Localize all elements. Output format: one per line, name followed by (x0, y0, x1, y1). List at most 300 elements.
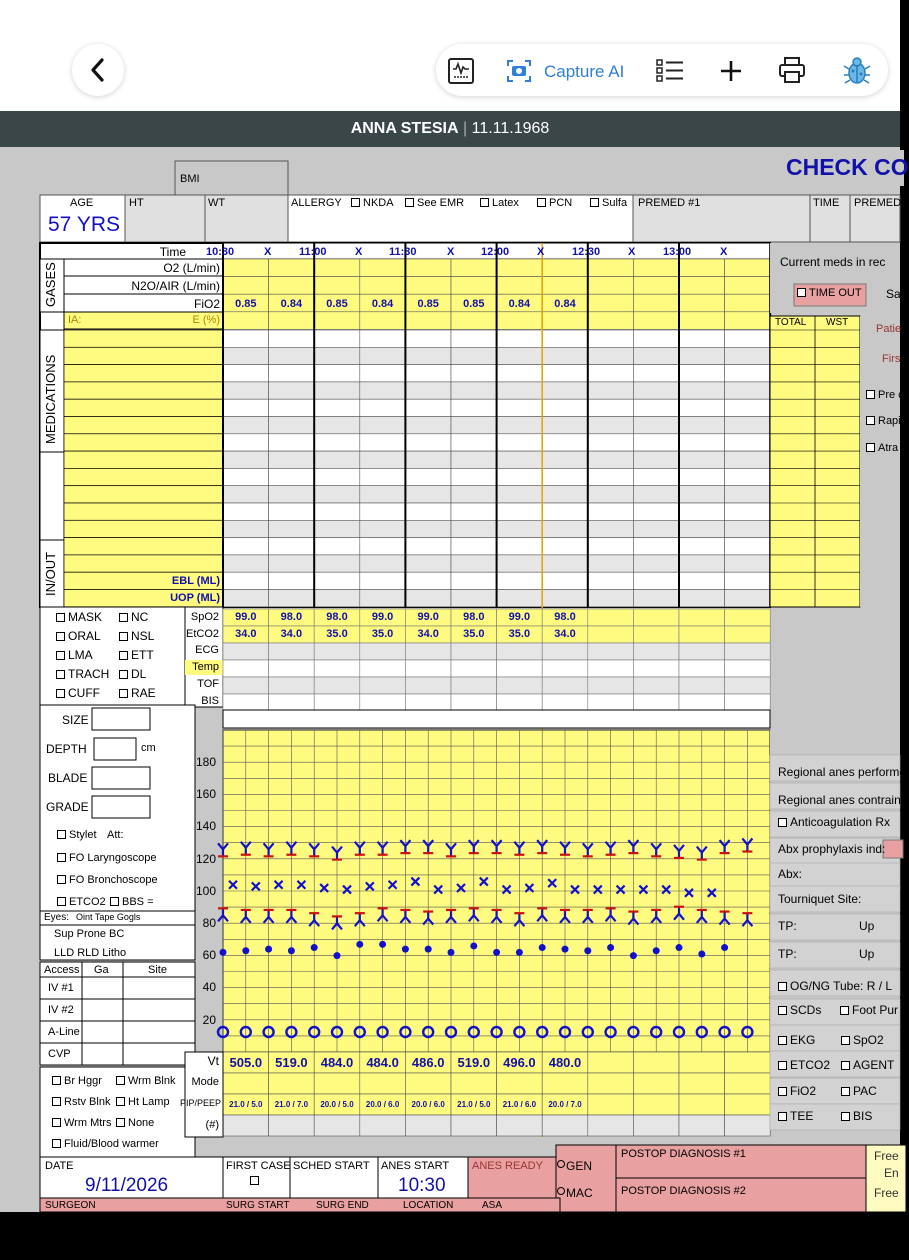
printer-icon[interactable] (778, 56, 806, 84)
y-tick-label (196, 853, 216, 865)
med-cell (223, 538, 269, 555)
airway-opt[interactable] (119, 649, 154, 661)
allergy-opt[interactable] (405, 198, 464, 209)
checkbox[interactable] (351, 198, 360, 207)
med-cell (360, 365, 406, 382)
pac-opt[interactable] (841, 1085, 877, 1097)
heart-rate-dot (539, 944, 546, 951)
time-mark (537, 247, 544, 258)
med-cell (360, 538, 406, 555)
right-ekg[interactable] (778, 1034, 815, 1046)
monitor-cell (314, 694, 360, 711)
atra-opt[interactable] (866, 443, 898, 454)
med-cell (633, 590, 679, 607)
gas-cell (223, 259, 269, 277)
checkbox[interactable] (866, 390, 875, 399)
access-row-label (48, 983, 74, 994)
fio2-value-text: 0.85 (417, 298, 439, 310)
checkbox[interactable] (778, 1061, 787, 1070)
anes-start-label (381, 1161, 449, 1172)
monitor-cell (497, 660, 543, 677)
vt-value (503, 1056, 536, 1069)
med-cell (451, 347, 497, 364)
right-ogng[interactable] (778, 980, 892, 992)
med-cell (588, 417, 634, 434)
allergy-opt[interactable] (351, 198, 394, 209)
checkbox[interactable] (778, 982, 787, 991)
fo-bronch-opt-text: FO Bronchoscope (69, 874, 158, 886)
med-cell (633, 347, 679, 364)
allergy-opt[interactable] (480, 198, 519, 209)
monitor-cell (451, 694, 497, 711)
med-cell (223, 503, 269, 520)
date-value-text: 9/11/2026 (85, 1175, 169, 1196)
checkbox[interactable] (57, 875, 66, 884)
cm-label-text: cm (141, 742, 156, 754)
allergy-opt[interactable] (537, 198, 572, 209)
airway-opt-text: ORAL (68, 629, 101, 643)
med-cell (497, 590, 543, 607)
monitor-cell (223, 694, 269, 711)
vent-cell (360, 1073, 406, 1094)
right-ogng-text: OG/NG Tube: R / L (790, 979, 893, 993)
checkbox[interactable] (110, 897, 119, 906)
monitor-cell (269, 660, 315, 677)
checkbox[interactable] (537, 198, 546, 207)
heart-rate-dot (607, 944, 614, 951)
med-cell (542, 330, 588, 347)
med-cell (542, 486, 588, 503)
camera-icon[interactable] (506, 58, 532, 84)
monitor-cell (451, 643, 497, 660)
right-abx_proph-text: Abx prophylaxis ind: (778, 842, 886, 856)
medications-section-label-text: MEDICATIONS (43, 354, 58, 444)
gas-cell (633, 294, 679, 312)
checkbox[interactable] (841, 1087, 850, 1096)
checkbox[interactable] (778, 1087, 787, 1096)
vent-cell (633, 1052, 679, 1073)
uop-label (170, 593, 220, 604)
grade-label (46, 801, 89, 813)
med-cell (451, 486, 497, 503)
med-cell (269, 382, 315, 399)
airway-opt[interactable] (56, 611, 102, 623)
vt-value-text: 486.0 (411, 1055, 445, 1070)
patient-banner: ANNA STESIA | 11.11.1968 (0, 111, 900, 147)
depth-field (94, 738, 136, 760)
uop-label-text: UOP (ML) (170, 592, 220, 604)
stylet-opt[interactable] (57, 830, 97, 841)
spo2-value-text: 99.0 (235, 611, 257, 623)
checkbox[interactable] (56, 632, 65, 641)
monitor-cell (360, 643, 406, 660)
spo2-opt[interactable] (841, 1034, 884, 1046)
checkbox[interactable] (56, 670, 65, 679)
bis-opt[interactable] (841, 1110, 872, 1122)
back-button[interactable] (72, 44, 124, 96)
checkbox[interactable] (116, 1097, 125, 1106)
plus-icon[interactable] (718, 58, 744, 84)
monitor-cell (497, 643, 543, 660)
checkbox[interactable] (57, 897, 66, 906)
checkbox[interactable] (56, 613, 65, 622)
pip-value (320, 1101, 353, 1109)
gas-cell (314, 277, 360, 295)
gas-cell (633, 277, 679, 295)
monitor-cell (497, 694, 543, 711)
vent-cell (542, 1115, 588, 1136)
y-tick-label-text: 160 (195, 787, 216, 802)
premed1-label (638, 198, 700, 209)
vent-cell (633, 1115, 679, 1136)
med-row (64, 330, 223, 347)
right-etco2[interactable] (778, 1059, 830, 1071)
gas-row-label-text: FiO2 (193, 297, 220, 311)
monitor-cell (679, 660, 725, 677)
right-tee[interactable] (778, 1110, 813, 1122)
pip-value-text: 20.0 / 5.0 (320, 1100, 354, 1109)
right-anticoag[interactable] (778, 816, 890, 828)
med-cell (451, 503, 497, 520)
monitor-cell (679, 643, 725, 660)
capture-ai-button[interactable]: Capture AI (544, 62, 625, 81)
vent-cell (451, 1115, 497, 1136)
gen-opt[interactable] (566, 1160, 592, 1172)
etco2-label (186, 629, 219, 640)
med-cell (497, 417, 543, 434)
grade-field (92, 796, 150, 818)
med-cell (405, 399, 451, 416)
mode-label-text: Mode (191, 1076, 219, 1088)
spo2-value-text: 98.0 (326, 611, 348, 623)
med-cell (542, 434, 588, 451)
med-cell (314, 520, 360, 537)
time-mark-text: X (447, 246, 455, 258)
toolbar-actions (436, 44, 888, 96)
monitor-cell (405, 643, 451, 660)
med-cell (405, 520, 451, 537)
med-cell (405, 330, 451, 347)
y-tick-label (203, 949, 216, 961)
gas-cell (725, 294, 771, 312)
airway-opt[interactable] (56, 649, 93, 661)
checkbox[interactable] (56, 651, 65, 660)
med-cell (679, 417, 725, 434)
spo2-value (326, 612, 347, 623)
checkbox[interactable] (116, 1076, 125, 1085)
monitor-cell (451, 677, 497, 694)
pre-opt[interactable] (866, 390, 904, 401)
checkbox[interactable] (116, 1118, 125, 1127)
med-cell (679, 330, 725, 347)
warm-opt[interactable] (116, 1097, 170, 1108)
checkbox[interactable] (56, 689, 65, 698)
up-label-text: Up (859, 947, 875, 961)
allergy-opt-text: Sulfa (602, 197, 628, 209)
pip-value-text: 21.0 / 7.0 (274, 1100, 309, 1109)
med-cell (633, 417, 679, 434)
gas-cell (497, 277, 543, 295)
med-cell (269, 555, 315, 572)
airway-opt-text: CUFF (68, 686, 100, 700)
monitor-cell (633, 626, 679, 643)
checkbox[interactable] (52, 1097, 61, 1106)
med-cell (314, 555, 360, 572)
wst-label-text: WST (826, 317, 849, 328)
heart-rate-dot (356, 941, 363, 948)
postop1-label-text: POSTOP DIAGNOSIS #1 (621, 1148, 746, 1160)
med-cell (497, 486, 543, 503)
med-cell (360, 399, 406, 416)
med-cell (679, 503, 725, 520)
checkbox[interactable] (57, 830, 66, 839)
first-case-checkbox[interactable] (250, 1176, 262, 1187)
med-cell (360, 503, 406, 520)
warm-opt[interactable] (52, 1139, 159, 1150)
checkbox[interactable] (778, 818, 787, 827)
monitor-cell (223, 643, 269, 660)
warm-opt[interactable] (52, 1097, 110, 1108)
y-tick-label (196, 885, 216, 897)
list-icon[interactable] (656, 58, 684, 84)
location-label (403, 1201, 453, 1211)
checkbox[interactable] (250, 1176, 259, 1185)
checkbox[interactable] (840, 1006, 849, 1015)
airway-opt-text: ETT (131, 648, 154, 662)
monitor-cell (360, 677, 406, 694)
ht-label (129, 198, 144, 209)
med-cell (542, 468, 588, 485)
airway-opt[interactable] (119, 668, 146, 680)
warm-opt-text: Wrm Blnk (128, 1075, 176, 1087)
med-cell (588, 572, 634, 589)
heart-rate-dot (676, 944, 683, 951)
checkbox[interactable] (119, 632, 128, 641)
warm-opt[interactable] (52, 1118, 111, 1129)
size-label-text: SIZE (62, 713, 89, 727)
vent-cell (497, 1073, 543, 1094)
surg-end-label (316, 1201, 369, 1211)
spo2-value (463, 612, 484, 623)
spo2-value-text: 98.0 (280, 611, 303, 623)
surg-start-label-text: SURG START (226, 1200, 290, 1211)
checkbox[interactable] (480, 198, 489, 207)
airway-opt[interactable] (56, 668, 109, 680)
checkbox[interactable] (778, 1036, 787, 1045)
free-label (874, 1150, 899, 1162)
airway-opt[interactable] (56, 687, 100, 699)
vt-value (549, 1056, 582, 1069)
checkbox[interactable] (841, 1112, 850, 1121)
bmi-label (180, 174, 200, 185)
med-cell (269, 590, 315, 607)
eyes-label (44, 913, 69, 923)
med-cell (725, 538, 771, 555)
med-cell (451, 590, 497, 607)
med-cell (269, 572, 315, 589)
checkbox[interactable] (52, 1139, 61, 1148)
med-cell (725, 468, 771, 485)
gas-cell (679, 259, 725, 277)
heart-rate-dot (242, 947, 249, 954)
patient-name: ANNA STESIA (350, 120, 459, 137)
med-cell (223, 347, 269, 364)
med-cell (314, 503, 360, 520)
warm-opt[interactable] (116, 1076, 175, 1087)
med-cell (405, 468, 451, 485)
spo2-value-text: 99.0 (508, 611, 531, 623)
heart-rate-dot (470, 942, 477, 949)
eyes-opts-text: Oint Tape Gogls (76, 912, 141, 922)
med-cell (497, 520, 543, 537)
time-out-label[interactable] (797, 288, 862, 299)
etco2-value-text: 34.0 (235, 628, 257, 640)
vt-value (412, 1056, 445, 1069)
etco2-value-text: 34.0 (280, 628, 303, 640)
warm-opt[interactable] (116, 1118, 154, 1129)
monitor-icon[interactable] (448, 58, 474, 84)
monitor-cell (314, 677, 360, 694)
fo-laryng-opt[interactable] (57, 853, 156, 864)
checkbox[interactable] (57, 853, 66, 862)
airway-opt[interactable] (56, 630, 101, 642)
y-tick-label-text: 180 (195, 755, 216, 769)
med-cell (588, 486, 634, 503)
foot-pump-opt[interactable] (840, 1004, 898, 1016)
gas-cell (405, 312, 451, 330)
time-mark (481, 247, 509, 258)
monitor-cell (542, 660, 588, 677)
checkbox[interactable] (841, 1036, 850, 1045)
heart-rate-dot (220, 949, 227, 956)
etco2-value-text: 34.0 (554, 628, 576, 640)
checkbox[interactable] (119, 689, 128, 698)
gas-cell (679, 277, 725, 295)
medications-section-label (44, 355, 57, 444)
agent-opt[interactable] (841, 1059, 894, 1071)
airway-opt[interactable] (119, 611, 148, 623)
med-cell (542, 382, 588, 399)
wt-label-text: WT (208, 197, 226, 209)
vent-cell (588, 1094, 634, 1115)
checkbox[interactable] (52, 1076, 61, 1085)
etco2-value (417, 629, 438, 640)
count-label (206, 1120, 219, 1131)
checkbox[interactable] (778, 1112, 787, 1121)
spo2-value (509, 612, 530, 623)
med-cell (725, 503, 771, 520)
checkbox[interactable] (119, 613, 128, 622)
vt-value-text: 484.0 (366, 1055, 399, 1070)
mac-opt-text: MAC (566, 1186, 593, 1200)
checkbox[interactable] (841, 1061, 850, 1070)
right-regional_contra (778, 794, 901, 806)
med-cell (633, 365, 679, 382)
warm-opt-text: None (128, 1117, 155, 1129)
checkbox[interactable] (52, 1118, 61, 1127)
right-fio2[interactable] (778, 1085, 816, 1097)
med-row (64, 538, 223, 555)
time-mark-text: X (628, 246, 636, 258)
mac-opt[interactable] (566, 1187, 593, 1199)
surg-end-label-text: SURG END (316, 1200, 369, 1211)
gas-cell (725, 312, 771, 330)
age-value-text: 57 YRS (48, 213, 120, 236)
bug-icon[interactable] (842, 54, 872, 86)
heart-rate-dot (402, 946, 409, 953)
monitor-cell (679, 694, 725, 711)
checkbox[interactable] (119, 651, 128, 660)
med-cell (633, 555, 679, 572)
checkbox[interactable] (778, 1006, 787, 1015)
en-label (884, 1167, 899, 1179)
etco2-opt[interactable] (57, 897, 106, 908)
med-row (64, 468, 223, 485)
right-regional_perf-text: Regional anes performe (778, 765, 907, 779)
postop2-label (621, 1186, 746, 1197)
fo-bronch-opt[interactable] (57, 875, 158, 886)
spo2-value (281, 612, 302, 623)
free-label-text: Free (874, 1149, 899, 1163)
vent-cell (633, 1073, 679, 1094)
checkbox[interactable] (866, 416, 875, 425)
vt-value (275, 1056, 308, 1069)
gas-cell (451, 259, 497, 277)
checkbox[interactable] (119, 670, 128, 679)
scds-opt[interactable] (778, 1004, 821, 1016)
time-mark (628, 247, 635, 258)
med-cell (314, 382, 360, 399)
checkbox[interactable] (866, 443, 875, 452)
right-regional_contra-text: Regional anes contrain (778, 793, 901, 807)
time-mark (264, 247, 271, 258)
monitor-cell (633, 643, 679, 660)
time-mark (299, 247, 327, 258)
med-cell (269, 503, 315, 520)
med-cell (314, 590, 360, 607)
med-cell (451, 572, 497, 589)
fio2-value (326, 299, 347, 310)
med-cell (269, 538, 315, 555)
checkbox[interactable] (797, 288, 806, 297)
allergy-label-text: ALLERGY (291, 197, 342, 209)
checkbox[interactable] (405, 198, 414, 207)
med-cell (588, 590, 634, 607)
up-label (859, 920, 874, 932)
warm-opt[interactable] (52, 1076, 102, 1087)
gas-cell (223, 277, 269, 295)
med-cell (360, 417, 406, 434)
med-cell (725, 330, 771, 347)
vent-cell (588, 1073, 634, 1094)
pip-value (366, 1101, 399, 1109)
fio2-value (463, 299, 484, 310)
rapid-opt[interactable] (866, 416, 901, 427)
atra-opt-text: Atra (878, 442, 899, 454)
checkbox[interactable] (590, 198, 599, 207)
med-cell (542, 451, 588, 468)
bbs-opt[interactable] (110, 897, 154, 908)
y-tick-label (203, 917, 216, 929)
airway-opt[interactable] (119, 687, 156, 699)
allergy-opt[interactable] (590, 198, 627, 209)
med-cell (314, 572, 360, 589)
med-cell (679, 365, 725, 382)
med-cell (497, 503, 543, 520)
allergy-opt-text: See EMR (417, 197, 465, 209)
med-cell (497, 382, 543, 399)
airway-opt[interactable] (119, 630, 154, 642)
